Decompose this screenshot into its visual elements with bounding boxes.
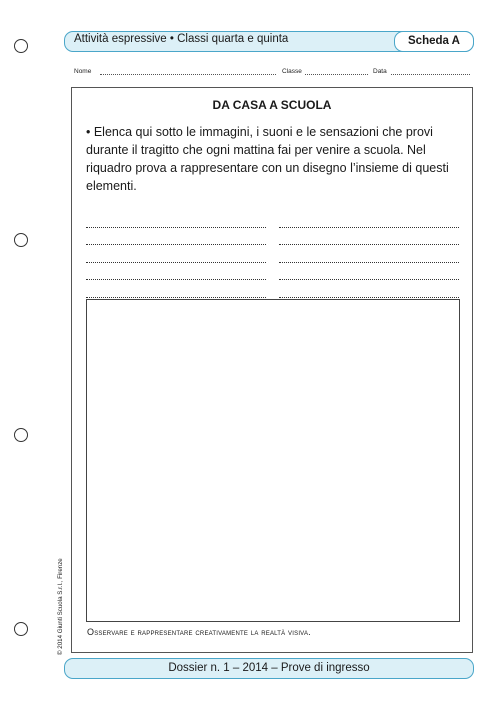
student-info-row (74, 68, 470, 78)
date-label: Data (373, 68, 387, 75)
answer-line[interactable] (279, 210, 459, 228)
answer-line[interactable] (279, 245, 459, 263)
name-field[interactable] (100, 68, 276, 75)
answer-column-left (86, 210, 266, 298)
class-label: Classe (282, 68, 302, 75)
binder-hole (14, 39, 28, 53)
header-bar (64, 31, 474, 52)
answer-line[interactable] (279, 280, 459, 298)
answer-line[interactable] (86, 228, 266, 246)
learning-objective (87, 627, 311, 637)
answer-line[interactable] (86, 210, 266, 228)
sheet-badge: Scheda A (394, 31, 474, 52)
date-field[interactable] (391, 68, 470, 75)
exercise-title: DA CASA A SCUOLA (212, 98, 332, 112)
answer-line[interactable] (86, 263, 266, 281)
exercise-instructions: • Elenca qui sotto le immagini, i suoni e le sensazioni che provi durante il tragitto che ogni mattina fai per venire a scuola. Nel riquadro prova a rappresentare con un disegno l’insieme di questi elementi. (86, 125, 449, 193)
footer-bar: Dossier n. 1 – 2014 – Prove di ingresso (64, 658, 474, 679)
binder-hole (14, 622, 28, 636)
answer-line[interactable] (279, 228, 459, 246)
answer-column-right (279, 210, 459, 298)
name-label: Nome (74, 68, 92, 75)
answer-line[interactable] (86, 245, 266, 263)
drawing-box[interactable] (86, 299, 460, 622)
binder-hole (14, 233, 28, 247)
answer-line[interactable] (279, 263, 459, 281)
copyright-notice: © 2014 Giunti Scuola S.r.l., Firenze (57, 558, 64, 655)
exercise-panel (71, 87, 473, 653)
learning-objective-text: Osservare e rappresentare creativamente la realtà visiva. (87, 627, 311, 637)
header-title: Attività espressive • Classi quarta e quinta (74, 33, 289, 45)
class-field[interactable] (305, 68, 368, 75)
answer-line[interactable] (86, 280, 266, 298)
binder-hole (14, 428, 28, 442)
